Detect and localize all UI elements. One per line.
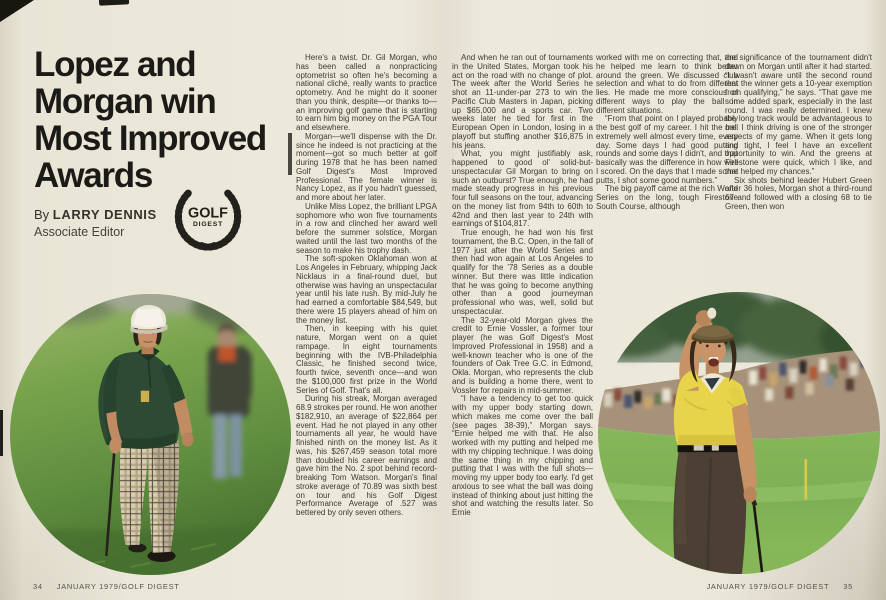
right-page-folio (706, 582, 853, 591)
paragraph: “I have a tendency to get too quick with my upper body starting down, which makes me come over the ball (see pages 38-39),” Morgan says. “Ernie helped me with that. He also worked with my putting and helped me with my chipping technique. I was doing the same thing in my chipping and putting that I was with the full shots—moving my upper body too early. I'd get anxious to see what the ball was doing instead of thinking about just hitting the shot and watching the results later. So Ernie (452, 394, 593, 517)
byline-author: LARRY DENNIS (52, 207, 157, 222)
title-line: Lopez and (34, 45, 196, 84)
morgan-photo (10, 294, 291, 575)
paragraph: What, you might justifiably ask, happened to good ol' solid-but-unspectacular Gil Morgan to bring on such an outburst? True enough, he had made steady progress in his previous four full seasons on the tour, advancing on the money list from 94th to 60th to 42nd and then last year to 24th with earnings of $104,817. (452, 149, 593, 229)
paragraph: Unlike Miss Lopez, the brilliant LPGA sophomore who won five tournaments in a row and clinched her award well before the summer solstice, Morgan waited until the last two months of the season to make his trophy dash. (296, 201, 437, 255)
right-folio-label: JANUARY 1979/GOLF DIGEST (706, 582, 830, 591)
article-header (34, 46, 292, 239)
paragraph: Morgan—we'll dispense with the Dr. since he indeed is not practicing at the moment—got so much better at golf during 1978 that he has been named Golf Digest's Most Improved Professional. The female winner is Nancy Lopez, as if you hadn't guessed, and more about her later. (296, 131, 437, 202)
title-line: Morgan win (34, 82, 216, 121)
golf-digest-badge (168, 179, 248, 253)
text-column-1 (296, 54, 437, 577)
laurel-wreath-icon (168, 179, 248, 253)
right-page-number: 35 (843, 582, 853, 591)
badge-text-golf: GOLF (188, 205, 228, 222)
scan-artifact-corner (0, 0, 34, 22)
paragraph: “From that point on I played probably the best golf of my career. I hit the ball extremely well almost every time, every day. Some days I had good putting rounds and some days I didn't, and that basically was the difference in how well I scored. On the days that I made some putts, I shot some good numbers.” (596, 114, 738, 185)
text-column-4 (725, 54, 872, 241)
paragraph: Then, in keeping with his quiet nature, Morgan went on a quiet rampage. In eight tournaments beginning with the IVB-Philadelphia Classic, he finished second twice, fourth twice, seventh once—and won the $100,000 first prize in the World Series of Golf. That's all. (296, 324, 437, 395)
flagstick (804, 459, 807, 499)
lopez-photo (598, 292, 880, 574)
paragraph: The 32-year-old Morgan gives the credit to Ernie Vossler, a former tour player (he was Golf Digest's Most Improved Professional in 1958) and a well-known teacher who is one of the founders of Oak Tree G.C. in Edmond, Okla. Morgan, who represents the club and is building a home there, went to Vossler for repairs in mid-summer. (452, 315, 593, 395)
paragraph: Six shots behind leader Hubert Green after 36 holes, Morgan shot a third-round 67 and followed with a closing 68 to tie Green, then won (725, 175, 872, 211)
badge-text-digest: DIGEST (192, 221, 224, 229)
byline-role: Associate Editor (34, 225, 125, 239)
paragraph: Here's a twist. Dr. Gil Morgan, who has been called a nonpracticing optometrist so often he's becoming a national cliché, really wants to practice optometry. And he might do it sooner than you think, despite—or thanks to—an improving golf game that is starting to earn him big money on the PGA Tour and elsewhere. (296, 54, 437, 132)
scan-artifact-top (99, 0, 129, 6)
left-folio-label: JANUARY 1979/GOLF DIGEST (56, 582, 180, 591)
byline (34, 207, 292, 222)
scan-artifact-left-edge (0, 410, 3, 456)
paragraph: The soft-spoken Oklahoman won at Los Angeles in February, whipping Jack Nicklaus in a final-round duel, but otherwise was having an unspectacular year until his late rush. By mid-July he had earned a comfortable $84,549, but there were 15 players ahead of him on the money list. (296, 254, 437, 325)
paragraph: the significance of the tournament didn't dawn on Morgan until after it had started. “I wasn't aware until the second round that the winner gets a 10-year exemption from qualifying,” he says. “That gave me some added spark, especially in the last round. I was really determined. I knew the long track would be advantageous to me. I think driving is one of the stronger aspects of my game. When it gets long and tight, I feel I have an excellent opportunity to win. And the greens at Firestone were quick, which I like, and that helped my chances.” (725, 54, 872, 176)
left-page-number: 34 (33, 582, 43, 591)
byline-prefix: By (34, 207, 53, 222)
paragraph: The big payoff came at the rich World Series on the long, tough Firestone South Course, although (596, 184, 738, 211)
paragraph: And when he ran out of tournaments in the United States, Morgan took his act on the road with no change of plot. The week after the World Series he shot an 11-under-par 273 to win the Pacific Club Masters in Japan, picking up $65,000 and a sports car. Two weeks later he tied for first in the European Open in London, losing in a playoff but stuffing another $16,875 in his jeans. (452, 54, 593, 150)
text-column-2 (452, 54, 593, 579)
paragraph: During his streak, Morgan averaged 68.9 strokes per round. He won another $182,910, an average of $22,864 per event. Had he not played in any other tournaments all year, he would have finished ninth on the money list. As it was, his $267,459 season total more than doubled his career earnings and gave him the No. 2 spot behind record-breaking Tom Watson. Morgan's final stroke average of 70.89 was sixth best on tour and his Golf Digest Performance Average of .527 was bettered by only seven others. (296, 394, 437, 517)
text-column-3 (596, 54, 738, 245)
article-title (34, 46, 292, 194)
paragraph: True enough, he had won his first tournament, the B.C. Open, in the fall of 1977 just after the World Series and then had won again at Los Angeles to qualify for the '78 Series as a double winner. But there was little indication that he was going to become anything other than a good journeyman professional who was, well, solid but unspectacular. (452, 228, 593, 316)
title-line: Awards (34, 156, 152, 195)
left-page-folio (33, 582, 180, 591)
title-line: Most Improved (34, 119, 267, 158)
paragraph: worked with me on correcting that, and he helped me learn to think better around the green. We discussed club selection and what to do from different lies. He made me more conscious of different ways to play the ball in different situations. (596, 54, 738, 115)
